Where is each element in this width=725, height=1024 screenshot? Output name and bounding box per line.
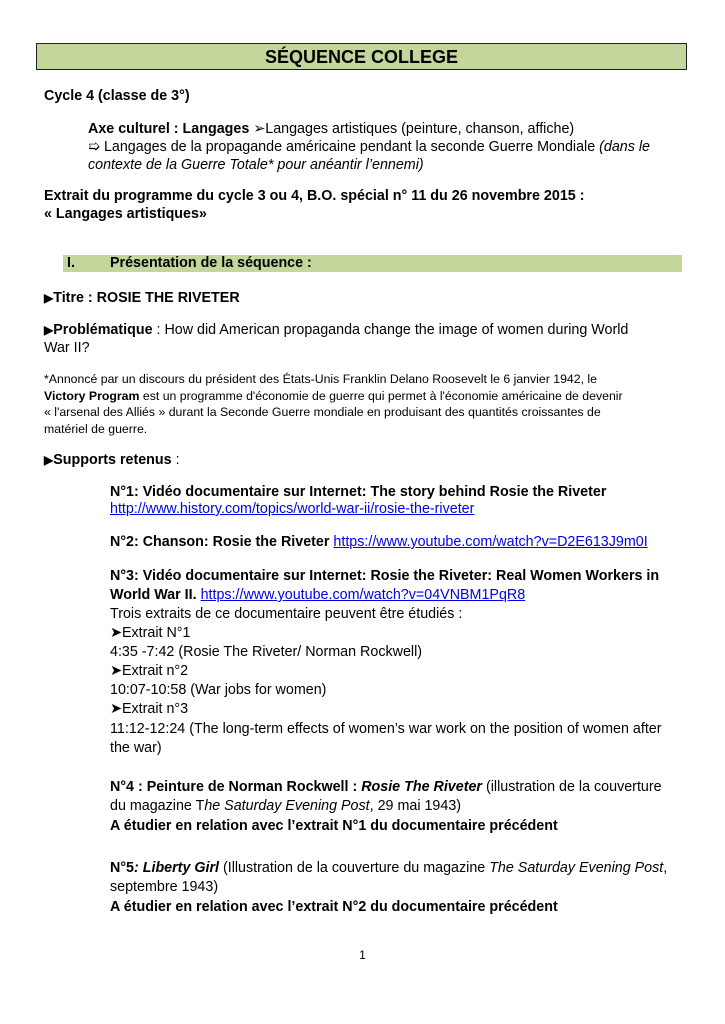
page-number: 1 (359, 948, 366, 962)
support-1-link-line (110, 500, 474, 519)
support-2-line (110, 533, 648, 552)
support-2-title: N°2: Chanson: Rosie the Riveter (110, 534, 334, 550)
extract-3-time-cont: the war) (110, 740, 162, 756)
supports-label: Supports retenus (53, 452, 172, 468)
support-4-desc-a: du magazine T (110, 798, 205, 814)
programme-extract-line2: « Langages artistiques» (44, 206, 207, 222)
support-4-magazine: he Saturday Evening Post (204, 798, 370, 814)
extract-3-label: Extrait n°3 (121, 701, 189, 717)
titre-line (44, 289, 240, 308)
play-triangle-icon: ▶ (44, 323, 54, 337)
arrow-bullet-icon: ➢ (253, 121, 266, 137)
axe-culturel-label: Axe culturel : Langages (88, 121, 254, 137)
support-3-intro: Trois extraits de ce documentaire peuvent être étudiés : (110, 606, 463, 622)
support-4-desc: (illustration de la couverture (481, 779, 662, 795)
support-1-title: N°1: Vidéo documentaire sur Internet: The story behind Rosie the Riveter (110, 484, 607, 500)
programme-extract-line1: Extrait du programme du cycle 3 ou 4, B.O. spécial n° 11 du 26 novembre 2015 : (44, 188, 585, 204)
support-3-title: N°3: Vidéo documentaire sur Internet: Rosie the Riveter: Real Women Workers in (110, 568, 660, 584)
arrowhead-bullet-icon: ➤ (110, 663, 122, 679)
support-4-line2 (110, 797, 461, 816)
support-3-link[interactable]: https://www.youtube.com/watch?v=04VNBM1PqR8 (200, 587, 526, 603)
curved-arrow-icon: ➯ (88, 139, 100, 155)
support-5-magazine: The Saturday Evening Post (489, 860, 664, 876)
supports-colon: : (171, 452, 180, 468)
victory-program-note (44, 371, 623, 437)
victory-program-term: Victory Program (44, 388, 140, 403)
support-5-prefix: N°5 (110, 860, 134, 876)
extract-2-time: 10:07-10:58 (War jobs for women) (110, 682, 327, 698)
support-4-prefix: N°4 : Peinture de Norman Rockwell : (110, 779, 362, 795)
play-triangle-icon: ▶ (44, 453, 54, 467)
support-5-desc: (Illustration de la couverture du magazine (219, 860, 490, 876)
extract-1-label-line (110, 624, 190, 643)
axe-item-2-text: Langages de la propagande américaine pendant la seconde Guerre Mondiale (99, 139, 600, 155)
extract-2-label: Extrait n°2 (121, 663, 189, 679)
titre-label: Titre : ROSIE THE RIVETER (53, 290, 240, 306)
axe-item-2-italic: (dans le (599, 139, 651, 155)
support-4-work: Rosie The Riveter (361, 779, 482, 795)
cycle-label: Cycle 4 (classe de 3°) (44, 88, 190, 104)
support-5-comma: , (663, 860, 668, 876)
support-5-line2: septembre 1943) (110, 879, 219, 895)
note-line: « l'arsenal des Alliés » durant la Seconde Guerre mondiale en produisant des quantités croissantes de (44, 405, 601, 419)
axe-item-2-line (88, 138, 650, 157)
support-2-link[interactable]: https://www.youtube.com/watch?v=D2E613J9m0I (333, 534, 648, 550)
play-triangle-icon: ▶ (44, 291, 54, 305)
support-3-title-b: World War II. (110, 587, 201, 603)
extract-2-label-line (110, 662, 188, 681)
section-number: I. (67, 255, 75, 271)
support-4-line1 (110, 778, 662, 797)
problematique-label: Problématique (53, 322, 153, 338)
support-3-title-cont (110, 586, 525, 605)
support-5-line1 (110, 859, 667, 878)
support-1-link[interactable]: http://www.history.com/topics/world-war-ii/rosie-the-riveter (110, 501, 475, 517)
note-line (44, 388, 623, 405)
extract-3-label-line (110, 700, 188, 719)
supports-line (44, 451, 180, 470)
axe-item-1: Langages artistiques (peinture, chanson, affiche) (265, 121, 575, 137)
problematique-text-cont: War II? (44, 340, 90, 356)
axe-item-2-context: contexte de la Guerre Totale* pour anéantir l’ennemi) (88, 157, 424, 173)
problematique-text: : How did American propaganda change the image of women during World (152, 322, 629, 338)
axe-culturel-line (88, 120, 574, 139)
support-4-date: , 29 mai 1943) (369, 798, 462, 814)
section-title: Présentation de la séquence : (110, 255, 312, 271)
extract-3-time: 11:12-12:24 (The long-term effects of women’s war work on the position of women after (110, 721, 662, 737)
extract-1-label: Extrait N°1 (121, 625, 191, 641)
problematique-line (44, 321, 628, 340)
support-5-study-note: A étudier en relation avec l’extrait N°2 du documentaire précédent (110, 899, 558, 915)
extract-1-time: 4:35 -7:42 (Rosie The Riveter/ Norman Rockwell) (110, 644, 423, 660)
section-header (63, 255, 682, 272)
arrowhead-bullet-icon: ➤ (110, 625, 122, 641)
arrowhead-bullet-icon: ➤ (110, 701, 122, 717)
page-title: SÉQUENCE COLLEGE (36, 43, 687, 70)
note-line: matériel de guerre. (44, 421, 148, 436)
note-line: *Annoncé par un discours du président des États-Unis Franklin Delano Roosevelt le 6 janvier 1942, le (44, 372, 597, 386)
support-4-study-note: A étudier en relation avec l’extrait N°1 du documentaire précédent (110, 818, 558, 834)
note-text: est un programme d'économie de guerre qui permet à l'économie américaine de devenir (139, 388, 623, 403)
support-5-work: : Liberty Girl (134, 860, 219, 876)
